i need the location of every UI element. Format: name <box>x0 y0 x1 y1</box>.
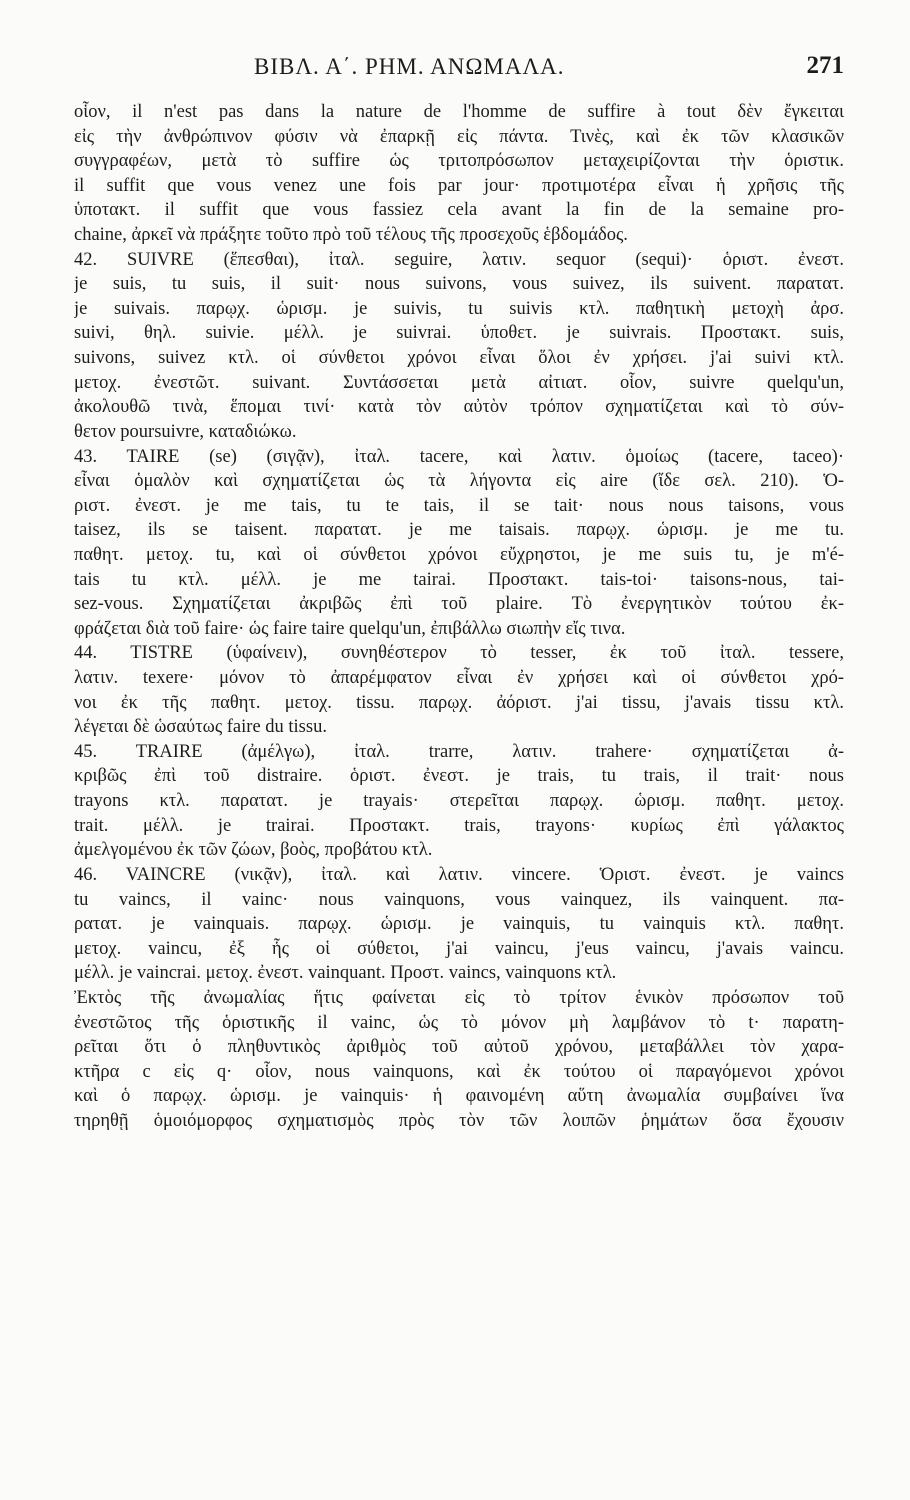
text-line: παθητ. μετοχ. tu, καὶ οἱ σύνθετοι χρόνοι εὔχρηστοι, je me suis tu, je m'é- <box>74 544 844 565</box>
text-line: λέγεται δὲ ὡσαύτως faire du tissu. <box>74 717 327 738</box>
text-line: suivi, θηλ. suivie. μέλλ. je suivrai. ὑποθετ. je suivrais. Προστακτ. suis, <box>74 323 844 344</box>
text-line: λατιν. texere· μόνον τὸ ἀπαρέμφατον εἶναι ἐν χρήσει καὶ οἱ σύνθετοι χρό- <box>74 668 844 689</box>
text-line: trayons κτλ. παρατατ. je trayais· στερεῖται παρῳχ. ὡρισμ. παθητ. μετοχ. <box>74 791 844 812</box>
text-line: chaine, ἀρκεῖ νὰ πράξητε τοῦτο πρὸ τοῦ τέλους τῆς προσεχοῦς ἑβδομάδος. <box>74 225 628 246</box>
page-number: 271 <box>806 52 844 79</box>
text-line: ρεῖται ὅτι ὁ πληθυντικὸς ἀριθμὸς τοῦ αὐτοῦ χρόνου, μεταβάλλει τὸν χαρα- <box>74 1037 844 1058</box>
text-line: 46. VAINCRE (νικᾷν), ἰταλ. καὶ λατιν. vincere. Ὁριστ. ἐνεστ. je vaincs <box>74 864 844 885</box>
text-line: εἰς τὴν ἀνθρώπινον φύσιν νὰ ἐπαρκῇ εἰς πάντα. Τινὲς, καὶ ἐκ τῶν κλασικῶν <box>74 126 844 147</box>
text-line: Ἐκτὸς τῆς ἀνωμαλίας ἥτις φαίνεται εἰς τὸ τρίτον ἑνικὸν πρόσωπον τοῦ <box>74 987 844 1008</box>
text-line: 43. TAIRE (se) (σιγᾷν), ἰταλ. tacere, καὶ λατιν. ὁμοίως (tacere, taceo)· <box>74 446 844 467</box>
text-line: κτῆρα c εἰς q· οἷον, nous vainquons, καὶ ἐκ τούτου οἱ παραγόμενοι χρόνοι <box>74 1061 844 1082</box>
text-line: τηρηθῇ ὁμοιόμορφος σχηματισμὸς πρὸς τὸν τῶν λοιπῶν ῥημάτων ὅσα ἔχουσιν <box>74 1110 844 1131</box>
text-line: νοι ἐκ τῆς παθητ. μετοχ. tissu. παρῳχ. ἀόριστ. j'ai tissu, j'avais tissu κτλ. <box>74 692 844 713</box>
text-line: μέλλ. je vaincrai. μετοχ. ἐνεστ. vainquant. Προστ. vaincs, vainquons κτλ. <box>74 963 617 984</box>
text-line: εἶναι ὁμαλὸν καὶ σχηματίζεται ὡς τὰ λήγοντα εἰς aire (ἴδε σελ. 210). Ὁ- <box>74 471 844 492</box>
text-line: κριβῶς ἐπὶ τοῦ distraire. ὁριστ. ἐνεστ. je trais, tu trais, il trait· nous <box>74 766 844 787</box>
text-line: ὑποτακτ. il suffit que vous fassiez cela avant la fin de la semaine pro- <box>74 200 844 221</box>
text-line: je suivais. παρῳχ. ὡρισμ. je suivis, tu suivis κτλ. παθητικὴ μετοχὴ ἀρσ. <box>74 298 844 319</box>
text-line: tu vaincs, il vainc· nous vainquons, vous vainquez, ils vainquent. πα- <box>74 889 844 910</box>
text-line: μετοχ. ἐνεστῶτ. suivant. Συντάσσεται μετὰ αἰτιατ. οἷον, suivre quelqu'un, <box>74 372 844 393</box>
text-line: ἀμελγομένου ἐκ τῶν ζώων, βοὸς, προβάτου κτλ. <box>74 840 433 861</box>
text-line: μετοχ. vaincu, ἐξ ἧς οἱ σύθετοι, j'ai vaincu, j'eus vaincu, j'avais vaincu. <box>74 938 844 959</box>
text-line: trait. μέλλ. je trairai. Προστακτ. trais, trayons· κυρίως ἐπὶ γάλακτος <box>74 815 844 836</box>
text-line: φράζεται διὰ τοῦ faire· ὡς faire taire quelqu'un, ἐπιβάλλω σιωπὴν εἴς τινα. <box>74 618 626 639</box>
text-line: sez-vous. Σχηματίζεται ἀκριβῶς ἐπὶ τοῦ plaire. Τὸ ἐνεργητικὸν τούτου ἐκ- <box>74 594 844 615</box>
running-header <box>74 50 844 90</box>
text-line: tais tu κτλ. μέλλ. je me tairai. Προστακτ. tais-toi· taisons-nous, tai- <box>74 569 844 590</box>
running-title: ΒΙΒΛ. Α΄. ΡΗΜ. ΑΝΩΜΑΛΑ. <box>254 54 565 79</box>
book-page <box>74 50 844 1134</box>
text-line: ἀκολουθῶ τινὰ, ἕπομαι τινί· κατὰ τὸν αὐτὸν τρόπον σχηματίζεται καὶ τὸ σύν- <box>74 397 844 418</box>
text-line: ριστ. ἐνεστ. je me tais, tu te tais, il se tait· nous nous taisons, vous <box>74 495 844 516</box>
text-line: je suis, tu suis, il suit· nous suivons, vous suivez, ils suivent. παρατατ. <box>74 274 844 295</box>
text-line: ἐνεστῶτος τῆς ὁριστικῆς il vainc, ὡς τὸ μόνον μὴ λαμβάνον τὸ t· παρατη- <box>74 1012 844 1033</box>
text-line: 45. TRAIRE (ἀμέλγω), ἰταλ. trarre, λατιν. trahere· σχηματίζεται ἀ- <box>74 741 844 762</box>
text-line: taisez, ils se taisent. παρατατ. je me taisais. παρῳχ. ὡρισμ. je me tu. <box>74 520 844 541</box>
text-line: θετον poursuivre, καταδιώκω. <box>74 421 297 442</box>
text-line: ρατατ. je vainquais. παρῳχ. ὡρισμ. je vainquis, tu vainquis κτλ. παθητ. <box>74 914 844 935</box>
text-line: suivons, suivez κτλ. οἱ σύνθετοι χρόνοι εἶναι ὅλοι ἐν χρήσει. j'ai suivi κτλ. <box>74 348 844 369</box>
text-line: οἷον, il n'est pas dans la nature de l'homme de suffire à tout δὲν ἔγκειται <box>74 102 844 122</box>
text-line: il suffit que vous venez une fois par jour· προτιμοτέρα εἶναι ἡ χρῆσις τῆς <box>74 175 844 196</box>
body-text <box>74 100 844 1134</box>
text-line: καὶ ὁ παρῳχ. ὡρισμ. je vainquis· ἡ φαινομένη αὕτη ἀνωμαλία συμβαίνει ἵνα <box>74 1086 844 1107</box>
text-line: συγγραφέων, μετὰ τὸ suffire ὡς τριτοπρόσωπον μεταχειρίζονται τὴν ὁριστικ. <box>74 151 844 172</box>
text-line: 42. SUIVRE (ἕπεσθαι), ἰταλ. seguire, λατιν. sequor (sequi)· ὁριστ. ἐνεστ. <box>74 249 844 270</box>
text-line: 44. TISTRE (ὑφαίνειν), συνηθέστερον τὸ tesser, ἐκ τοῦ ἰταλ. tessere, <box>74 643 844 664</box>
